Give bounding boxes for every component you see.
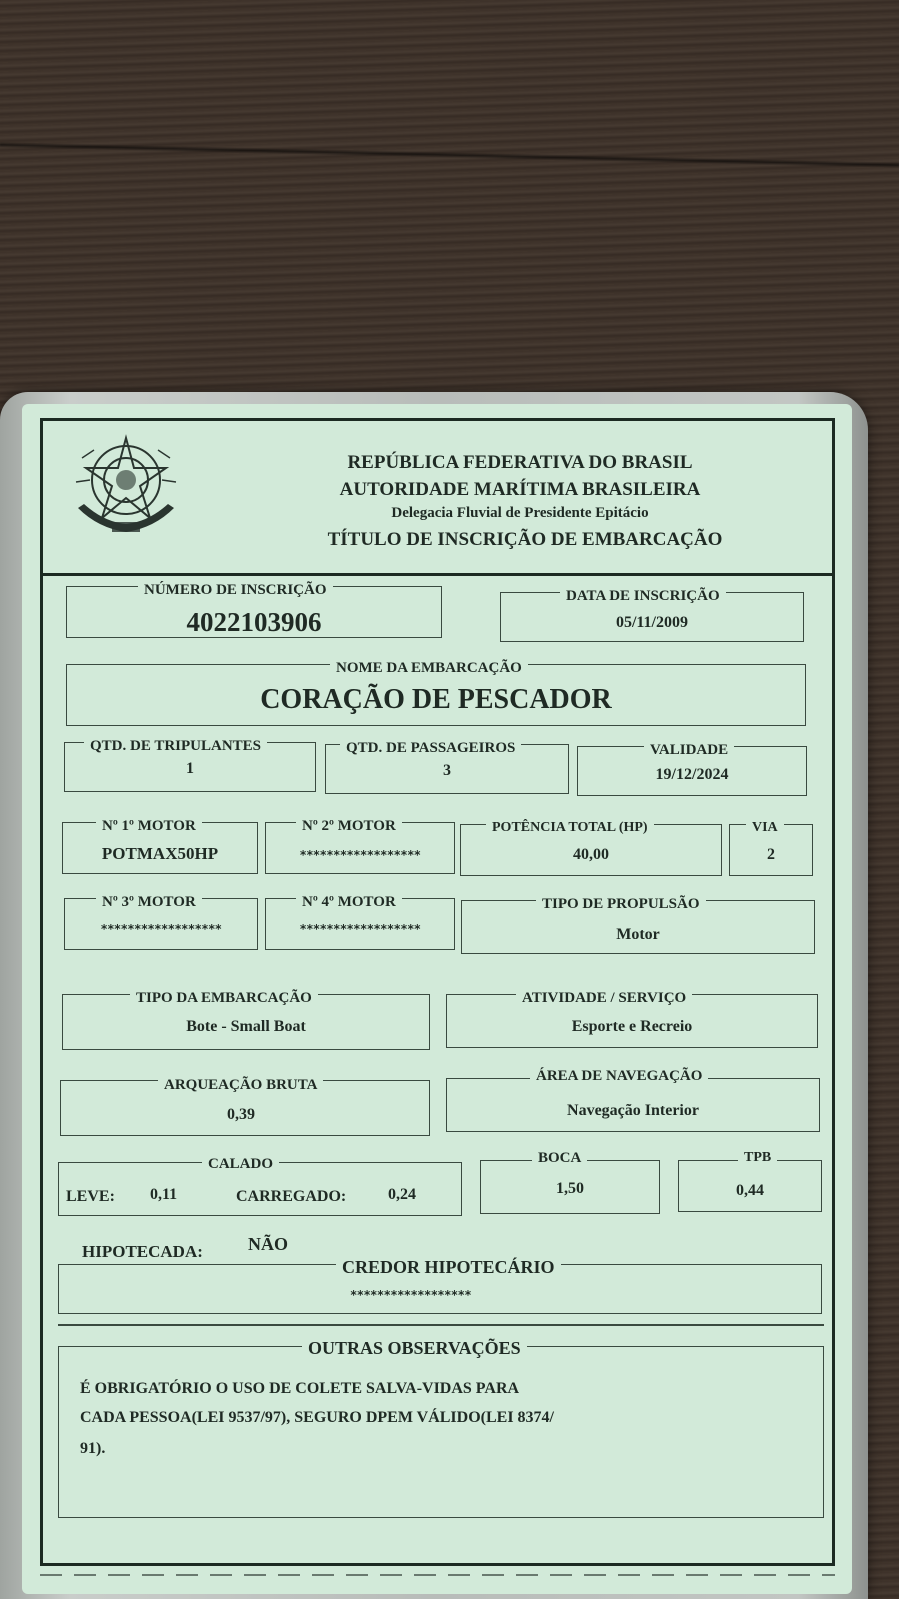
gross-tonnage-label: ARQUEAÇÃO BRUTA: [158, 1077, 323, 1094]
motor-2-value: ******************: [299, 848, 421, 862]
passengers-value: 3: [443, 762, 451, 779]
crew-value: 1: [186, 760, 194, 777]
motor-3-value: ******************: [100, 922, 222, 936]
mortgaged-label: HIPOTECADA:: [82, 1242, 203, 1261]
motor-3-label: Nº 3º MOTOR: [96, 894, 202, 911]
registration-number-label: NÚMERO DE INSCRIÇÃO: [138, 582, 333, 599]
registration-number-value: 4022103906: [186, 607, 322, 637]
validity-label: VALIDADE: [644, 742, 734, 759]
vessel-name-value: CORAÇÃO DE PESCADOR: [260, 684, 612, 715]
navigation-area-label: ÁREA DE NAVEGAÇÃO: [530, 1068, 708, 1085]
observations-line-2: CADA PESSOA(LEI 9537/97), SEGURO DPEM VÁLIDO(LEI 8374/: [80, 1409, 554, 1426]
validity-value: 19/12/2024: [655, 766, 729, 783]
passengers-label: QTD. DE PASSAGEIROS: [340, 740, 521, 757]
total-power-label: POTÊNCIA TOTAL (HP): [486, 820, 654, 836]
mortgaged-value: NÃO: [248, 1234, 288, 1254]
motor-1-label: Nº 1º MOTOR: [96, 818, 202, 835]
navigation-area-value: Navegação Interior: [567, 1102, 699, 1119]
header-document-title: TÍTULO DE INSCRIÇÃO DE EMBARCAÇÃO: [327, 529, 723, 550]
gross-tonnage-value: 0,39: [227, 1106, 255, 1123]
draft-light-label: LEVE:: [66, 1188, 115, 1205]
via-value: 2: [767, 846, 775, 863]
propulsion-label: TIPO DE PROPULSÃO: [536, 896, 706, 913]
registration-date-value: 05/11/2009: [615, 614, 688, 631]
tpb-label: TPB: [738, 1150, 777, 1166]
fabric-fold: [0, 142, 899, 168]
via-label: VIA: [746, 820, 784, 836]
draft-light-value: 0,11: [150, 1186, 178, 1203]
registration-date-label: DATA DE INSCRIÇÃO: [560, 588, 726, 605]
motor-2-label: Nº 2º MOTOR: [296, 818, 402, 835]
draft-loaded-value: 0,24: [388, 1186, 416, 1203]
observations-line-3: 91).: [80, 1440, 106, 1457]
header-delegation: Delegacia Fluvial de Presidente Epitácio: [391, 505, 649, 521]
vessel-name-label: NOME DA EMBARCAÇÃO: [330, 660, 528, 677]
observations-box: [58, 1346, 824, 1518]
beam-value: 1,50: [556, 1180, 584, 1197]
mortgagee-label: CREDOR HIPOTECÁRIO: [336, 1257, 561, 1278]
activity-label: ATIVIDADE / SERVIÇO: [516, 990, 692, 1007]
observations-line-1: É OBRIGATÓRIO O USO DE COLETE SALVA-VIDAS PARA: [80, 1380, 520, 1397]
header-republic: REPÚBLICA FEDERATIVA DO BRASIL: [347, 452, 693, 473]
motor-1-value: POTMAX50HP: [101, 844, 219, 863]
coat-of-arms-emblem: [68, 428, 184, 540]
section-divider: [58, 1324, 824, 1326]
motor-4-value: ******************: [299, 922, 421, 936]
propulsion-value: Motor: [616, 926, 660, 943]
draft-label: CALADO: [202, 1156, 279, 1173]
header-authority: AUTORIDADE MARÍTIMA BRASILEIRA: [339, 479, 701, 500]
motor-4-label: Nº 4º MOTOR: [296, 894, 402, 911]
perforated-edge: [40, 1574, 835, 1576]
mortgagee-value: ******************: [350, 1288, 472, 1302]
activity-value: Esporte e Recreio: [571, 1018, 693, 1035]
header-divider: [40, 573, 835, 576]
vessel-type-label: TIPO DA EMBARCAÇÃO: [130, 990, 318, 1007]
draft-loaded-label: CARREGADO:: [236, 1188, 347, 1205]
tpb-value: 0,44: [736, 1182, 764, 1199]
total-power-value: 40,00: [573, 846, 609, 863]
beam-label: BOCA: [532, 1150, 587, 1167]
observations-label: OUTRAS OBSERVAÇÕES: [302, 1338, 527, 1359]
crew-label: QTD. DE TRIPULANTES: [84, 738, 267, 755]
vessel-type-value: Bote - Small Boat: [186, 1018, 306, 1035]
